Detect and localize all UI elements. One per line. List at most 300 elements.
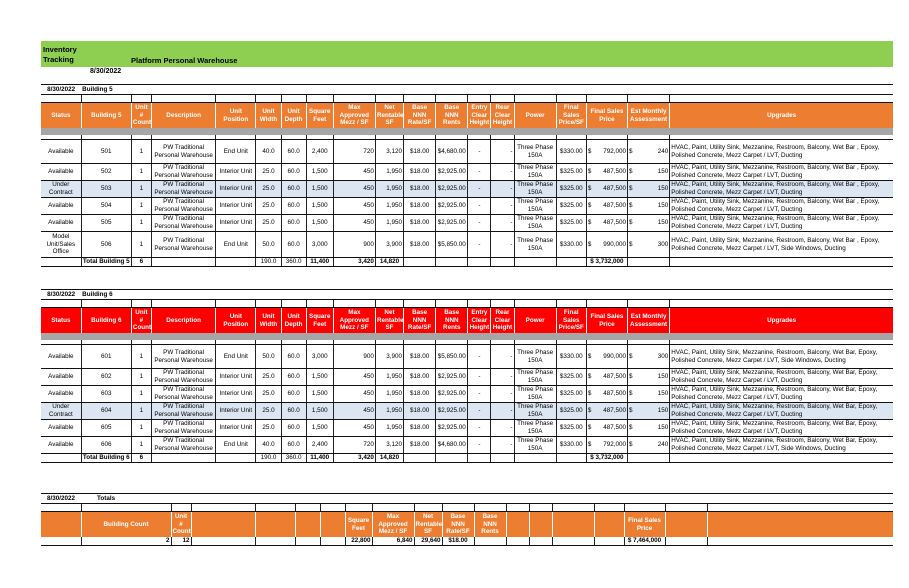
rear-cell: - [491,386,514,403]
sf-cell: 1,500 [306,198,333,215]
description-cell: PW Traditional Personal Warehouse [151,386,215,403]
col-unit-position: Unit Position [216,103,256,129]
width-cell: 50.0 [256,232,281,258]
status-cell: Available [41,215,81,232]
col-building: Building 6 [81,308,131,334]
final-price-cell: $ 487,500 [586,164,627,181]
price-sf-cell: $325.00 [556,386,586,403]
col-assessment: Est Monthly Assessment [628,308,670,334]
net-cell: 1,950 [375,198,403,215]
col-power: Power [514,103,556,129]
col-base-rents: Base NNN Rents [436,308,468,334]
assessment-cell: $ 150 [628,198,670,215]
final-price-cell: $ 487,500 [586,215,627,232]
width-cell: 25.0 [256,420,281,437]
total-price: $ 3,732,000 [586,258,627,267]
status-cell: Under Contract [41,181,81,198]
upgrades-cell: HVAC, Paint, Utility Sink, Mezzanine, Restroom, Balcony, Wet Bar , Epoxy, Polished Concrete, Mezz Carpet / LVT, Ducting [670,140,893,164]
total-sf: 11,400 [306,454,333,463]
col-net-rentable: Net Rentable SF [415,513,443,536]
col-upgrades: Upgrades [670,103,893,129]
rate-cell: $18.00 [404,215,436,232]
col-status: Status [41,308,81,334]
building-5-section [41,84,893,267]
final-price-cell: $ 487,500 [586,386,627,403]
table-row[interactable] [41,369,893,386]
col-building: Building 5 [81,103,131,129]
power-cell: Three Phase 150A [514,386,556,403]
rear-cell: - [491,232,514,258]
description-cell: PW Traditional Personal Warehouse [151,181,215,198]
depth-cell: 60.0 [281,369,306,386]
col-unit-count: Unit # Count [132,309,152,332]
col-description: Description [151,308,215,334]
position-cell: End Unit [216,232,256,258]
sf-cell: 1,500 [306,369,333,386]
col-unit-width: Unit Width [256,308,281,334]
width-cell: 25.0 [256,215,281,232]
assessment-cell: $ 240 [628,140,670,164]
building-name: Building 6 [81,290,216,300]
description-cell: PW Traditional Personal Warehouse [151,345,215,369]
width-cell: 25.0 [256,198,281,215]
depth-cell: 60.0 [281,198,306,215]
project-name: Platform Personal Warehouse [131,56,238,65]
col-square-feet: Square Feet [306,308,333,334]
rents-cell: $2,925.00 [436,181,468,198]
status-cell: Available [41,420,81,437]
assessment-cell: $ 240 [628,437,670,454]
rents-cell: $5,850.00 [436,232,468,258]
entry-cell: - [468,386,491,403]
col-final-price: Final Sales Price [624,512,665,538]
entry-cell: - [468,215,491,232]
col-net-rentable: Net Rentable SF [376,104,404,127]
count-cell: 1 [131,386,151,403]
position-cell: Interior Unit [216,420,256,437]
col-base-rents: Base NNN Rents [436,103,468,129]
mezz-cell: 450 [333,386,375,403]
price-sf-cell: $330.00 [556,232,586,258]
count-cell: 1 [131,181,151,198]
description-cell: PW Traditional Personal Warehouse [151,164,215,181]
power-cell: Three Phase 150A [514,164,556,181]
status-cell: Model Unit/Sales Office [41,232,81,258]
mezz-cell: 720 [333,140,375,164]
entry-cell: - [468,181,491,198]
final-price-cell: $ 792,000 [586,140,627,164]
table-row[interactable] [41,181,893,198]
col-final-price: Final Sales Price [586,308,627,334]
entry-cell: - [468,403,491,420]
table-row[interactable] [41,215,893,232]
col-rear-height: Rear Clear Height [492,104,513,127]
upgrades-cell: HVAC, Paint, Utility Sink, Mezzanine, Restroom, Balcony, Wet Bar , Epoxy, Polished Concrete, Mezz Carpet / LVT, Ducting [670,164,893,181]
col-entry-height: Entry Clear Height [469,309,490,332]
mezz-cell: 720 [333,437,375,454]
count-cell: 1 [131,437,151,454]
net-cell: 1,950 [375,215,403,232]
rents-cell: $4,680.00 [436,140,468,164]
upgrades-cell: HVAC, Paint, Utility Sink, Mezzanine, Restroom, Balcony, Wet Bar , Epoxy, Polished Concrete, Mezz Carpet / LVT, Ducting [670,181,893,198]
final-price-cell: $ 487,500 [586,181,627,198]
final-price-cell: $ 487,500 [586,198,627,215]
upgrades-cell: HVAC, Paint, Utility Sink, Mezzanine, Restroom, Balcony, Wet Bar, Epoxy, Polished Concrete, Mezz Carpet / LVT, Ducting [670,403,893,420]
price-sf-cell: $325.00 [556,181,586,198]
col-price-sf: Final Sales Price/SF [556,308,586,334]
count-cell: 1 [131,198,151,215]
entry-cell: - [468,420,491,437]
report-title: Inventory Tracking [43,45,77,64]
unit-cell: 606 [81,437,131,454]
col-unit-count: Unit # Count [172,513,191,536]
table-row[interactable] [41,386,893,403]
sf-cell: 1,500 [306,164,333,181]
depth-cell: 60.0 [281,164,306,181]
status-cell: Available [41,369,81,386]
total-net: 29,640 [414,537,442,546]
building-name: Building 5 [81,85,216,95]
depth-cell: 60.0 [281,386,306,403]
table-row[interactable] [41,198,893,215]
mezz-cell: 450 [333,420,375,437]
width-cell: 40.0 [256,140,281,164]
upgrades-cell: HVAC, Paint, Utility Sink, Mezzanine, Restroom, Balcony, Wet Bar , Epoxy, Polished Concrete, Mezz Carpet / LVT, Side Windows, Ducting [670,232,893,258]
position-cell: Interior Unit [216,403,256,420]
rear-cell: - [491,345,514,369]
sf-cell: 1,500 [306,215,333,232]
total-label: Total Building 6 [82,454,130,462]
count-cell: 1 [131,403,151,420]
depth-cell: 60.0 [281,345,306,369]
col-building-count: Building Count [81,512,171,538]
total-net: 14,820 [375,454,403,463]
sf-cell: 1,500 [306,420,333,437]
unit-cell: 602 [81,369,131,386]
table-row[interactable] [41,232,893,258]
rate-cell: $18.00 [404,164,436,181]
price-sf-cell: $325.00 [556,198,586,215]
final-price-cell: $ 487,500 [586,403,627,420]
rate-cell: $18.00 [404,403,436,420]
total-mezz: 6,840 [372,537,414,546]
description-cell: PW Traditional Personal Warehouse [151,403,215,420]
description-cell: PW Traditional Personal Warehouse [151,420,215,437]
price-sf-cell: $330.00 [556,140,586,164]
sf-cell: 3,000 [306,345,333,369]
width-cell: 50.0 [256,345,281,369]
entry-cell: - [468,198,491,215]
col-power: Power [514,308,556,334]
entry-cell: - [468,232,491,258]
rate-cell: $18.00 [404,140,436,164]
rate-cell: $18.00 [404,345,436,369]
assessment-cell: $ 150 [628,215,670,232]
col-unit-depth: Unit Depth [281,103,306,129]
col-price-sf: Final Sales Price/SF [556,103,586,129]
entry-cell: - [468,369,491,386]
rents-cell: $2,925.00 [436,369,468,386]
description-cell: PW Traditional Personal Warehouse [151,140,215,164]
position-cell: End Unit [216,140,256,164]
rear-cell: - [491,181,514,198]
rear-cell: - [491,403,514,420]
width-cell: 25.0 [256,369,281,386]
total-sf: 22,800 [345,537,372,546]
description-cell: PW Traditional Personal Warehouse [151,198,215,215]
col-description: Description [151,103,215,129]
table-row[interactable] [41,345,893,369]
power-cell: Three Phase 150A [514,437,556,454]
count-cell: 1 [131,215,151,232]
price-sf-cell: $325.00 [556,215,586,232]
depth-cell: 60.0 [281,437,306,454]
power-cell: Three Phase 150A [514,215,556,232]
width-cell: 25.0 [256,386,281,403]
price-sf-cell: $325.00 [556,420,586,437]
total-row [41,454,893,463]
col-upgrades: Upgrades [670,308,893,334]
col-unit-width: Unit Width [256,103,281,129]
assessment-cell: $ 300 [628,232,670,258]
section-date: 8/30/2022 [41,494,81,504]
total-depth: 360.0 [281,258,306,267]
report-date: 8/30/2022 [90,68,122,75]
mezz-cell: 450 [333,215,375,232]
net-cell: 3,900 [375,345,403,369]
section-date: 8/30/2022 [41,85,81,95]
power-cell: Three Phase 150A [514,420,556,437]
status-cell: Available [41,386,81,403]
final-price-cell: $ 487,500 [586,420,627,437]
power-cell: Three Phase 150A [514,232,556,258]
depth-cell: 60.0 [281,420,306,437]
description-cell: PW Traditional Personal Warehouse [151,437,215,454]
total-unit-count: 12 [171,537,191,546]
table-row[interactable] [41,437,893,454]
upgrades-cell: HVAC, Paint, Utility Sink, Mezzanine, Restroom, Balcony, Wet Bar , Epoxy, Polished Concrete, Mezz Carpet / LVT, Ducting [670,215,893,232]
width-cell: 25.0 [256,164,281,181]
description-cell: PW Traditional Personal Warehouse [151,232,215,258]
upgrades-cell: HVAC, Paint, Utility Sink, Mezzanine, Restroom, Balcony, Wet Bar, Epoxy, Polished Concrete, Mezz Carpet / LVT, Side Windows, Ducting [670,437,893,454]
rents-cell: $2,925.00 [436,198,468,215]
table-row[interactable] [41,403,893,420]
total-net: 14,820 [375,258,403,267]
col-net-rentable: Net Rentable SF [376,309,404,332]
depth-cell: 60.0 [281,181,306,198]
table-row[interactable] [41,164,893,181]
depth-cell: 60.0 [281,140,306,164]
col-entry-height: Entry Clear Height [469,104,490,127]
sf-cell: 2,400 [306,140,333,164]
power-cell: Three Phase 150A [514,369,556,386]
sf-cell: 2,400 [306,437,333,454]
col-base-rate: Base NNN Rate/SF [404,308,436,334]
rents-cell: $2,925.00 [436,215,468,232]
sf-cell: 3,000 [306,232,333,258]
unit-cell: 505 [81,215,131,232]
width-cell: 40.0 [256,437,281,454]
price-sf-cell: $325.00 [556,164,586,181]
col-base-rents: Base NNN Rents [474,512,506,538]
net-cell: 3,900 [375,232,403,258]
unit-cell: 502 [81,164,131,181]
total-building-count: 2 [81,537,171,546]
total-sf: 11,400 [306,258,333,267]
mezz-cell: 450 [333,164,375,181]
assessment-cell: $ 150 [628,403,670,420]
status-cell: Available [41,140,81,164]
rate-cell: $18.00 [404,386,436,403]
entry-cell: - [468,140,491,164]
assessment-cell: $ 150 [628,181,670,198]
unit-cell: 605 [81,420,131,437]
rate-cell: $18.00 [404,198,436,215]
sf-cell: 1,500 [306,403,333,420]
price-sf-cell: $325.00 [556,403,586,420]
rents-cell: $2,925.00 [436,420,468,437]
mezz-cell: 450 [333,181,375,198]
col-assessment: Est Monthly Assessment [628,103,670,129]
power-cell: Three Phase 150A [514,403,556,420]
col-base-rate: Base NNN Rate/SF [404,103,436,129]
rents-cell: $2,925.00 [436,403,468,420]
unit-cell: 506 [81,232,131,258]
grand-total-row [41,537,893,546]
width-cell: 25.0 [256,181,281,198]
unit-cell: 604 [81,403,131,420]
count-cell: 1 [131,420,151,437]
entry-cell: - [468,437,491,454]
col-base-rate: Base NNN Rate/SF [442,512,474,538]
col-square-feet: Square Feet [345,512,372,538]
sf-cell: 1,500 [306,386,333,403]
power-cell: Three Phase 150A [514,181,556,198]
net-cell: 1,950 [375,369,403,386]
depth-cell: 60.0 [281,215,306,232]
status-cell: Under Contract [41,403,81,420]
position-cell: Interior Unit [216,386,256,403]
table-row[interactable] [41,140,893,164]
assessment-cell: $ 150 [628,369,670,386]
position-cell: End Unit [216,437,256,454]
total-mezz: 3,420 [333,258,375,267]
count-cell: 1 [131,164,151,181]
col-max-mezz: Max Approved Mezz / SF [372,512,414,538]
net-cell: 3,120 [375,140,403,164]
upgrades-cell: HVAC, Paint, Utility Sink, Mezzanine, Restroom, Balcony, Wet Bar, Epoxy, Polished Concrete, Mezz Carpet / LVT, Side Windows, Ducting [670,345,893,369]
mezz-cell: 450 [333,369,375,386]
final-price-cell: $ 792,000 [586,437,627,454]
col-final-price: Final Sales Price [586,103,627,129]
upgrades-cell: HVAC, Paint, Utility Sink, Mezzanine, Restroom, Balcony, Wet Bar, Epoxy, Polished Concrete, Mezz Carpet / LVT, Ducting [670,420,893,437]
depth-cell: 60.0 [281,403,306,420]
mezz-cell: 450 [333,198,375,215]
rear-cell: - [491,198,514,215]
position-cell: Interior Unit [216,215,256,232]
depth-cell: 60.0 [281,232,306,258]
rear-cell: - [491,437,514,454]
rate-cell: $18.00 [404,181,436,198]
total-count: 6 [131,454,151,463]
total-width: 190.0 [256,454,281,463]
building-6-section [41,289,893,463]
rear-cell: - [491,369,514,386]
power-cell: Three Phase 150A [514,345,556,369]
assessment-cell: $ 150 [628,386,670,403]
total-count: 6 [131,258,151,267]
col-max-mezz: Max Approved Mezz / SF [333,103,375,129]
rear-cell: - [491,215,514,232]
net-cell: 1,950 [375,420,403,437]
unit-cell: 603 [81,386,131,403]
unit-cell: 504 [81,198,131,215]
position-cell: Interior Unit [216,181,256,198]
rents-cell: $2,925.00 [436,386,468,403]
position-cell: Interior Unit [216,198,256,215]
total-width: 190.0 [256,258,281,267]
entry-cell: - [468,345,491,369]
col-rear-height: Rear Clear Height [492,309,513,332]
status-cell: Available [41,198,81,215]
position-cell: End Unit [216,345,256,369]
rear-cell: - [491,140,514,164]
total-row [41,258,893,267]
col-unit-depth: Unit Depth [281,308,306,334]
col-unit-count: Unit # Count [132,104,152,127]
net-cell: 1,950 [375,403,403,420]
rents-cell: $2,925.00 [436,164,468,181]
assessment-cell: $ 150 [628,420,670,437]
unit-cell: 601 [81,345,131,369]
rear-cell: - [491,164,514,181]
status-cell: Available [41,164,81,181]
position-cell: Interior Unit [216,164,256,181]
mezz-cell: 450 [333,403,375,420]
rate-cell: $18.00 [404,232,436,258]
sf-cell: 1,500 [306,181,333,198]
description-cell: PW Traditional Personal Warehouse [151,369,215,386]
power-cell: Three Phase 150A [514,198,556,215]
status-cell: Available [41,345,81,369]
price-sf-cell: $330.00 [556,437,586,454]
power-cell: Three Phase 150A [514,140,556,164]
col-status: Status [41,103,81,129]
rate-cell: $18.00 [404,437,436,454]
col-unit-position: Unit Position [216,308,256,334]
net-cell: 3,120 [375,437,403,454]
count-cell: 1 [131,345,151,369]
total-label: Total Building 5 [82,258,130,266]
unit-cell: 501 [81,140,131,164]
upgrades-cell: HVAC, Paint, Utility Sink, Mezzanine, Restroom, Balcony, Wet Bar , Epoxy, Polished Concrete, Mezz Carpet / LVT, Ducting [670,198,893,215]
final-price-cell: $ 487,500 [586,369,627,386]
rate-cell: $18.00 [404,420,436,437]
total-mezz: 3,420 [333,454,375,463]
assessment-cell: $ 300 [628,345,670,369]
totals-section [41,493,893,546]
price-sf-cell: $330.00 [556,345,586,369]
table-row[interactable] [41,420,893,437]
unit-cell: 503 [81,181,131,198]
width-cell: 25.0 [256,403,281,420]
totals-title: Totals [81,494,255,504]
final-price-cell: $ 990,000 [586,345,627,369]
net-cell: 1,950 [375,386,403,403]
rear-cell: - [491,420,514,437]
rate-cell: $18.00 [404,369,436,386]
total-price: $ 7,464,000 [624,537,665,546]
